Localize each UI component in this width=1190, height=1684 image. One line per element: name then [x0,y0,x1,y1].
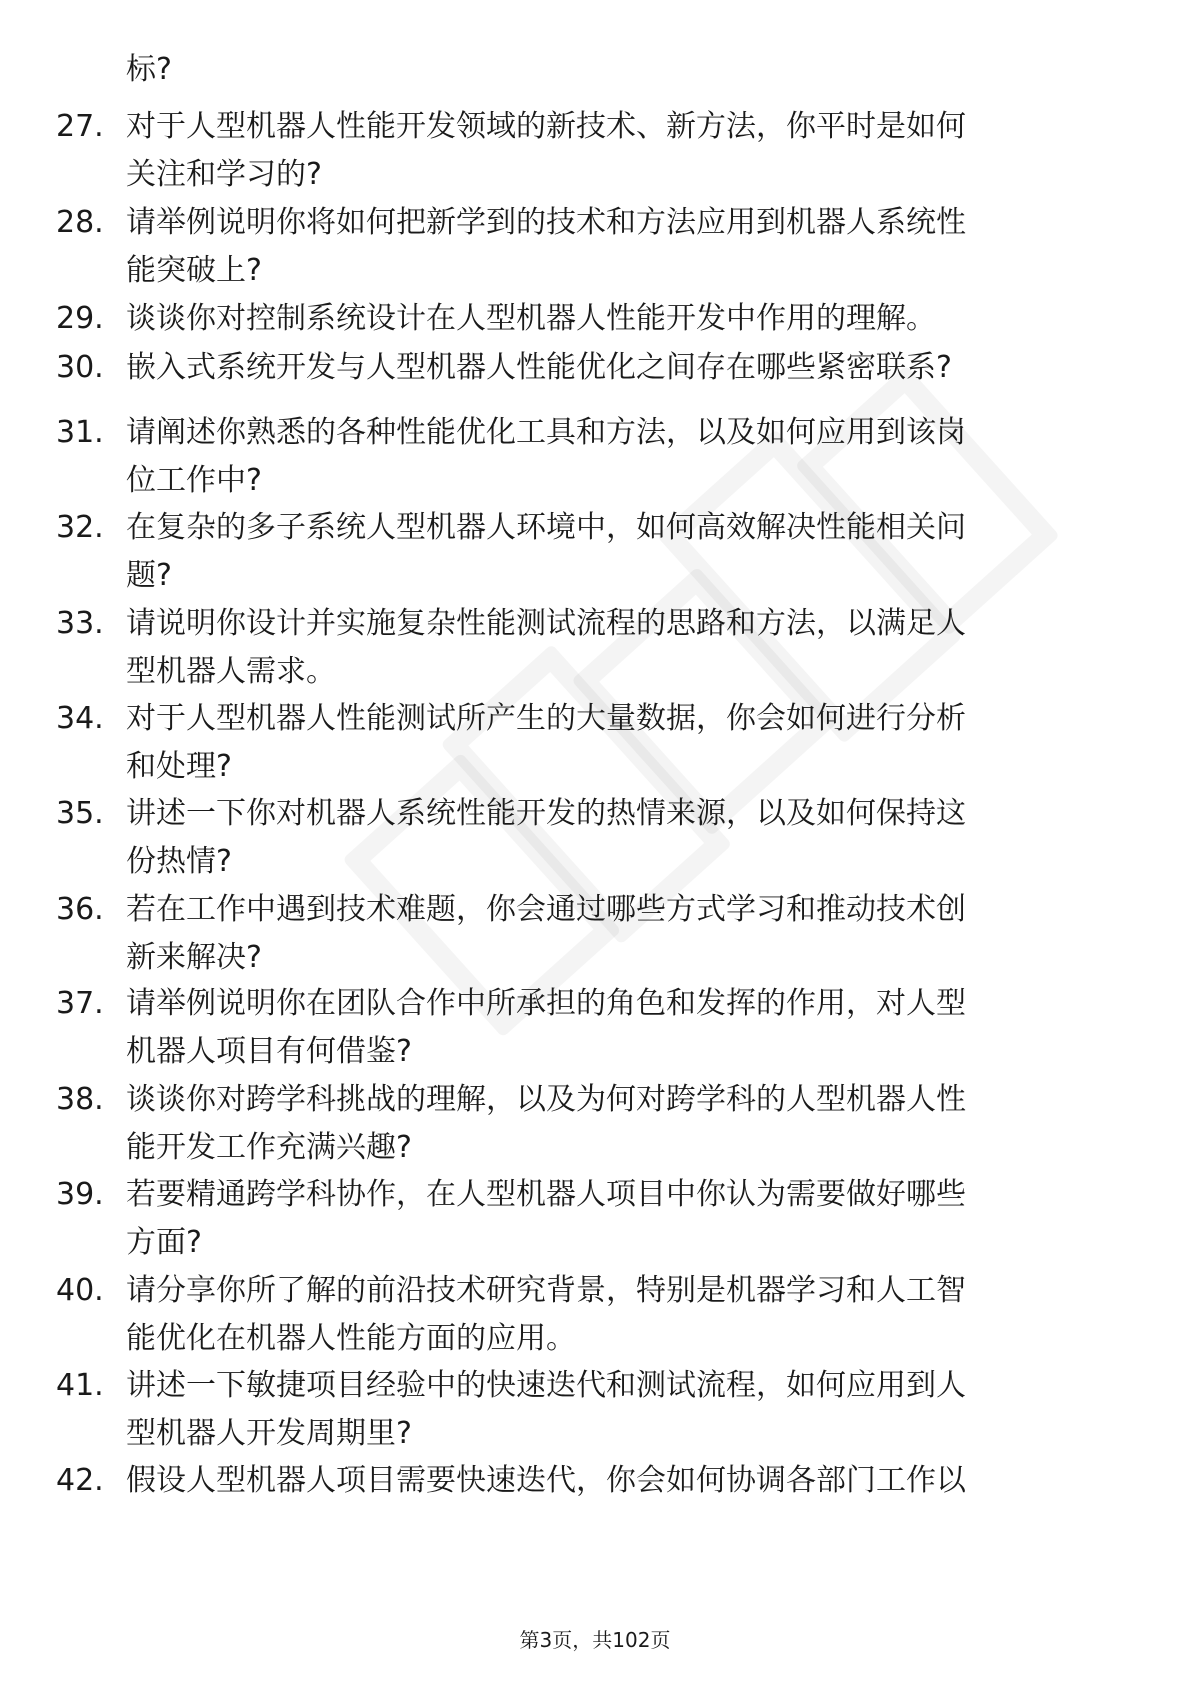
question-text-line: 型机器人开发周期里? [126,1416,412,1451]
question-number: 30. [56,350,104,385]
question-number: 29. [56,301,104,336]
question-text-line: 对于人型机器人性能测试所产生的大量数据，你会如何进行分析 [126,701,966,736]
question-text-line: 谈谈你对控制系统设计在人型机器人性能开发中作用的理解。 [126,301,936,336]
question-number: 37. [56,986,104,1021]
page-footer: 第3页，共102页 [519,1628,671,1652]
question-text-line: 机器人项目有何借鉴? [126,1034,412,1069]
question-number: 38. [56,1082,104,1117]
question-text-line: 请阐述你熟悉的各种性能优化工具和方法，以及如何应用到该岗 [126,415,966,450]
continuation-text: 标? [126,52,172,87]
question-text-line: 能优化在机器人性能方面的应用。 [126,1321,576,1356]
question-text-line: 假设人型机器人项目需要快速迭代，你会如何协调各部门工作以 [126,1463,966,1498]
question-text-line: 若在工作中遇到技术难题，你会通过哪些方式学习和推动技术创 [126,892,966,927]
question-number: 28. [56,205,104,240]
question-text-line: 若要精通跨学科协作，在人型机器人项目中你认为需要做好哪些 [126,1177,966,1212]
question-text-line: 方面? [126,1225,202,1260]
question-text-line: 和处理? [126,749,232,784]
question-text-line: 请举例说明你在团队合作中所承担的角色和发挥的作用，对人型 [126,986,966,1021]
question-text-line: 讲述一下你对机器人系统性能开发的热情来源，以及如何保持这 [126,796,966,831]
question-text-line: 新来解决? [126,940,262,975]
question-text-line: 请分享你所了解的前沿技术研究背景，特别是机器学习和人工智 [126,1273,966,1308]
question-text-line: 位工作中? [126,463,262,498]
question-text-line: 在复杂的多子系统人型机器人环境中，如何高效解决性能相关问 [126,510,966,545]
question-number: 42. [56,1463,104,1498]
question-number: 35. [56,796,104,831]
question-number: 31. [56,415,104,450]
question-text-line: 谈谈你对跨学科挑战的理解，以及为何对跨学科的人型机器人性 [126,1082,966,1117]
question-number: 27. [56,109,104,144]
question-number: 34. [56,701,104,736]
question-number: 39. [56,1177,104,1212]
question-text-line: 请举例说明你将如何把新学到的技术和方法应用到机器人系统性 [126,205,966,240]
question-text-line: 对于人型机器人性能开发领域的新技术、新方法，你平时是如何 [126,109,966,144]
question-text-line: 能突破上? [126,253,262,288]
question-text-line: 关注和学习的? [126,157,322,192]
question-number: 36. [56,892,104,927]
question-text-line: 嵌入式系统开发与人型机器人性能优化之间存在哪些紧密联系? [126,350,952,385]
question-text-line: 份热情? [126,844,232,879]
question-number: 40. [56,1273,104,1308]
question-number: 33. [56,606,104,641]
question-number: 32. [56,510,104,545]
question-text-line: 题? [126,558,172,593]
question-text-line: 讲述一下敏捷项目经验中的快速迭代和测试流程，如何应用到人 [126,1368,966,1403]
question-text-line: 请说明你设计并实施复杂性能测试流程的思路和方法，以满足人 [126,606,966,641]
question-text-line: 能开发工作充满兴趣? [126,1130,412,1165]
question-number: 41. [56,1368,104,1403]
question-text-line: 型机器人需求。 [126,654,336,689]
